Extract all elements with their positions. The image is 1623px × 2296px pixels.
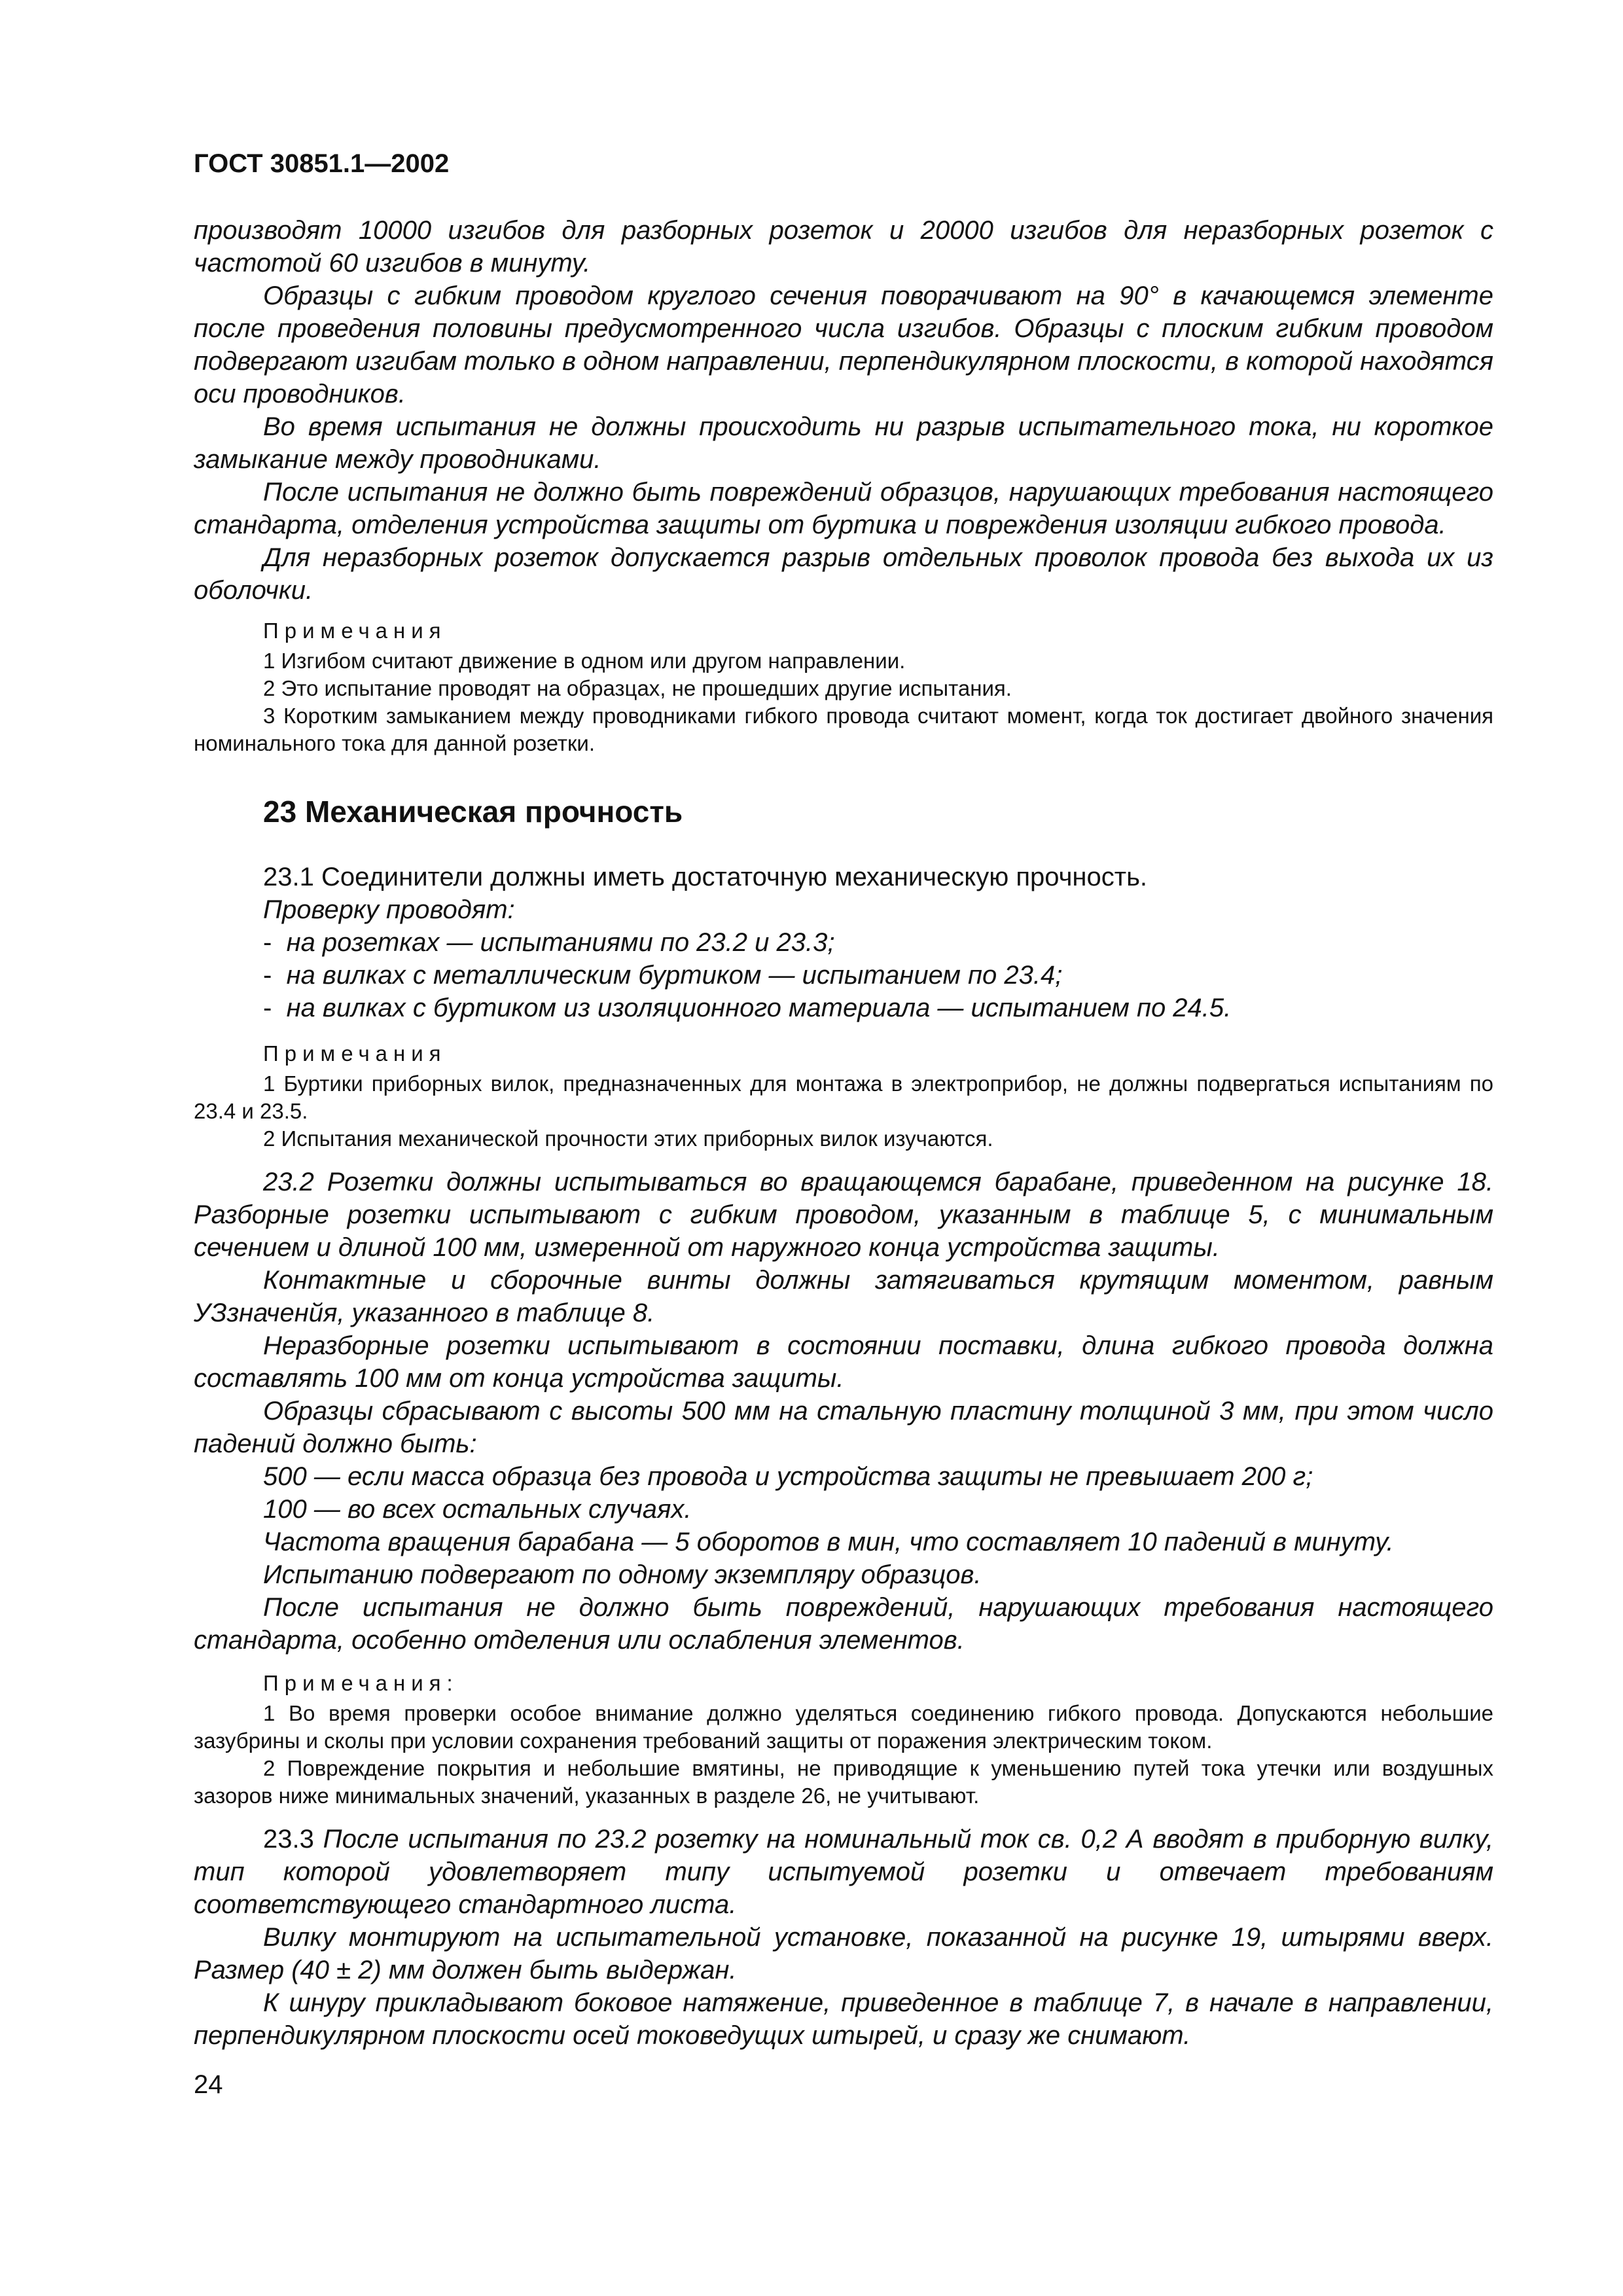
paragraph: После испытания не должно быть повреждений, нарушающих требования настоящего стандарта, особенно отделения или ослабления элементов. — [194, 1593, 1493, 1655]
note-item: 1 Буртики приборных вилок, предназначенных для монтажа в электроприбор, не должны подвергаться испытаниям по 23.4 и 23.5. — [194, 1071, 1493, 1123]
paragraph: К шнуру прикладывают боковое натяжение, приведенное в таблице 7, в начале в направлении, перпендикулярном плоскости осей токоведущих штырей, и сразу же снимают. — [194, 1988, 1493, 2050]
list-item: - на вилках с металлическим буртиком — испытанием по 23.4; — [263, 961, 1063, 990]
check-intro: Проверку проводят: — [263, 895, 515, 924]
standard-header: ГОСТ 30851.1—2002 — [194, 149, 450, 178]
section-heading: 23 Механическая прочность — [263, 795, 683, 829]
paragraph: Образцы с гибким проводом круглого сечения поворачивают на 90° в качающемся элементе после проведения половины предусмотренного числа изгибов. Образцы с плоским гибким проводом подвергают изгибам только в одном направлении, перпендикулярном плоскости, в которой находятся оси проводников. — [194, 281, 1493, 408]
clause-23-3: 23.3 После испытания по 23.2 розетку на номинальный ток св. 0,2 А вводят в приборную вилку, тип которой удовлетворяет типу испытуемой розетки и отвечает требованиям соответствующего стандартного листа. — [194, 1825, 1493, 1919]
paragraph: 500 — если масса образца без провода и устройства защиты не превышает 200 г; — [263, 1462, 1313, 1491]
note-item: 3 Коротким замыканием между проводниками гибкого провода считают момент, когда ток достигает двойного значения номинального тока для данной розетки. — [194, 704, 1493, 755]
paragraph: Для неразборных розеток допускается разрыв отдельных проволок провода без выхода их из оболочки. — [194, 543, 1493, 605]
paragraph: Вилку монтируют на испытательной установке, показанной на рисунке 19, штырями вверх. Размер (40 ± 2) мм должен быть выдержан. — [194, 1923, 1493, 1984]
paragraph: производят 10000 изгибов для разборных розеток и 20000 изгибов для неразборных розеток с частотой 60 изгибов в минуту. — [194, 216, 1493, 278]
notes-title: Примечания — [263, 619, 447, 643]
note-item: 2 Повреждение покрытия и небольшие вмятины, не приводящие к уменьшению путей тока утечки или воздушных зазоров ниже минимальных значений, указанных в разделе 26, не учитывают. — [194, 1756, 1493, 1808]
notes-title: Примечания — [263, 1041, 447, 1066]
paragraph: Неразборные розетки испытывают в состоянии поставки, длина гибкого провода должна составлять 100 мм от конца устройства защиты. — [194, 1331, 1493, 1393]
page-number: 24 — [194, 2070, 223, 2099]
note-item: 2 Это испытание проводят на образцах, не прошедших другие испытания. — [263, 676, 1012, 700]
clause-23-1: 23.1 Соединители должны иметь достаточную механическую прочность. — [263, 863, 1148, 891]
list-item: - на розетках — испытаниями по 23.2 и 23.3; — [263, 928, 835, 957]
notes-title: Примечания: — [263, 1671, 459, 1695]
paragraph: Контактные и сборочные винты должны затягиваться крутящим моментом, равным УЗзначенйя, указанного в таблице 8. — [194, 1266, 1493, 1327]
paragraph: Испытанию подвергают по одному экземпляру образцов. — [263, 1560, 982, 1589]
note-item: 2 Испытания механической прочности этих приборных вилок изучаются. — [263, 1126, 993, 1151]
page-content — [194, 149, 1493, 2100]
list-item: - на вилках с буртиком из изоляционного материала — испытанием по 24.5. — [263, 994, 1232, 1022]
note-item: 1 Во время проверки особое внимание должно уделяться соединению гибкого провода. Допускаются небольшие зазубрины и сколы при условии сохранения требований защиты от поражения электрическим током. — [194, 1701, 1493, 1753]
paragraph: После испытания не должно быть повреждений образцов, нарушающих требования настоящего стандарта, отделения устройства защиты от буртика и повреждения изоляции гибкого провода. — [194, 478, 1493, 539]
paragraph: Образцы сбрасывают с высоты 500 мм на стальную пластину толщиной 3 мм, при этом число падений должно быть: — [194, 1397, 1493, 1458]
note-item: 1 Изгибом считают движение в одном или другом направлении. — [263, 649, 906, 673]
paragraph: Частота вращения барабана — 5 оборотов в мин, что составляет 10 падений в минуту. — [263, 1528, 1394, 1556]
paragraph: Во время испытания не должны происходить ни разрыв испытательного тока, ни короткое замыкание между проводниками. — [194, 412, 1493, 474]
clause-23-2: 23.2 Розетки должны испытываться во вращающемся барабане, приведенном на рисунке 18. Разборные розетки испытывают с гибким проводом, указанным в таблице 5, с минимальным сечением и длиной 100 мм, измеренной от наружного конца устройства защиты. — [194, 1168, 1493, 1262]
paragraph: 100 — во всех остальных случаях. — [263, 1495, 692, 1524]
